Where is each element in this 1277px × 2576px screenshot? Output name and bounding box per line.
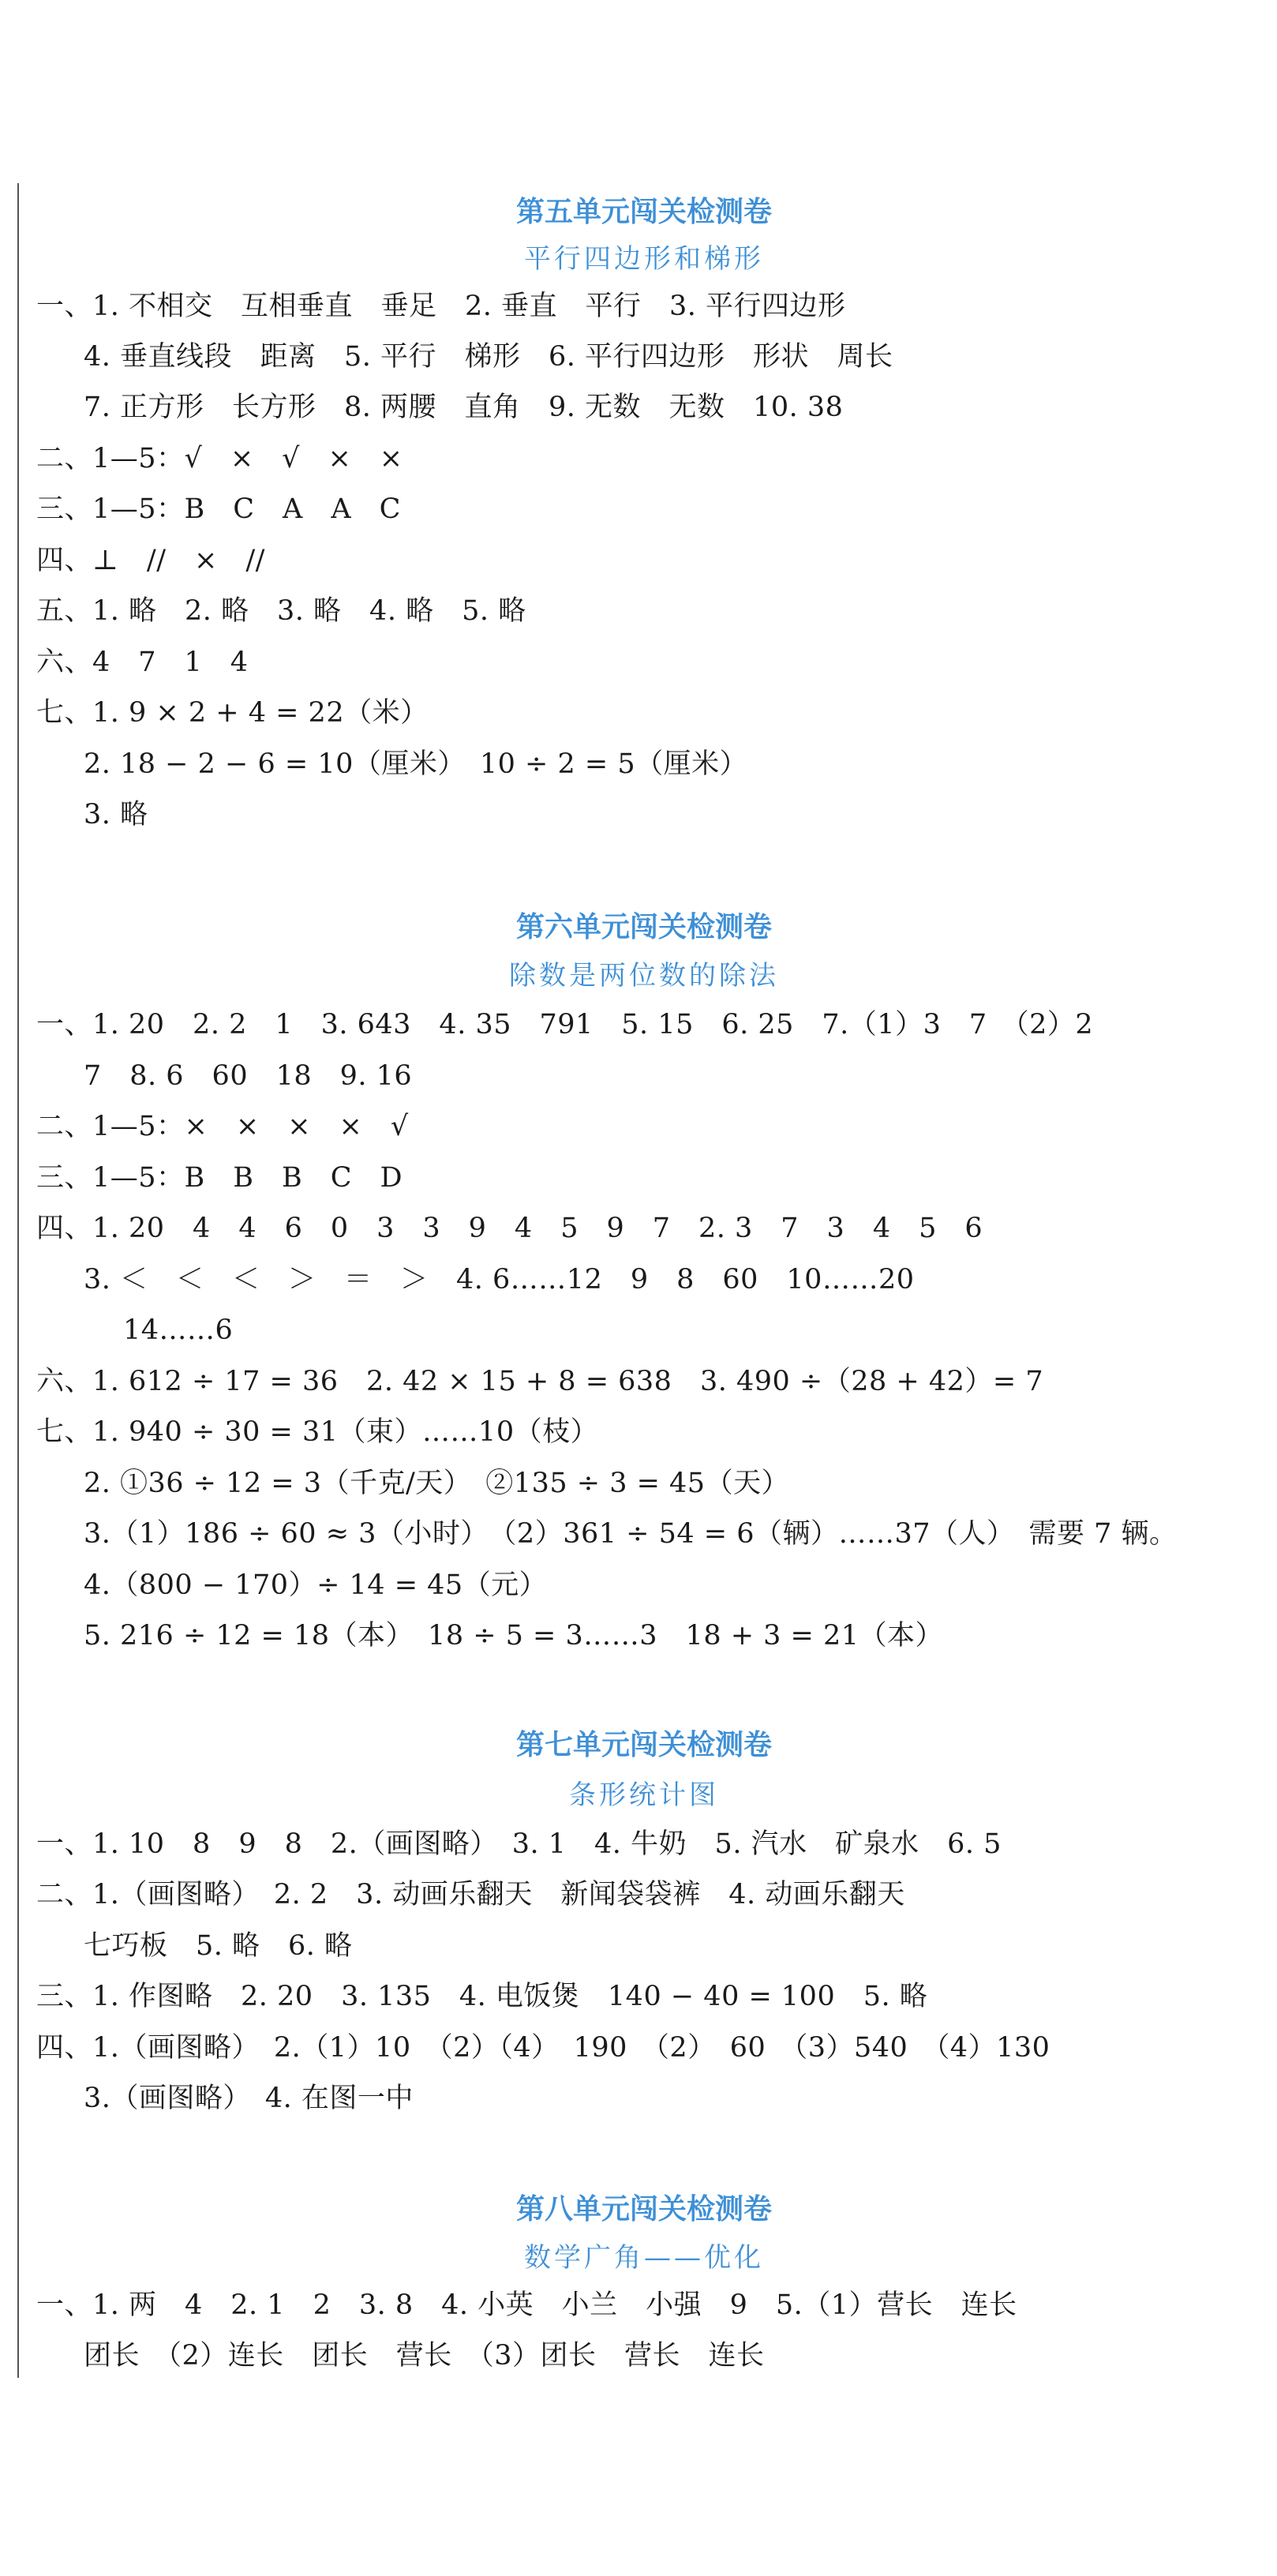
answer-line: 4.（800 − 170）÷ 14 = 45（元） [84,1569,548,1601]
answer-line: 3. 略 [84,799,148,831]
section-title: 第八单元闯关检测卷 [515,2193,772,2225]
answer-line: 二、1—5：× × × × √ [36,1111,409,1142]
answer-line: 六、1. 612 ÷ 17 = 36 2. 42 × 15 + 8 = 638 3. 490 ÷（28 + 42）= 7 [36,1366,1044,1397]
section-subtitle: 数学广角——优化 [524,2242,764,2274]
section-subtitle: 条形统计图 [569,1779,719,1811]
margin-rule [17,183,19,2378]
answer-line: 一、1. 20 2. 2 1 3. 643 4. 35 791 5. 15 6. 25 7.（1）3 7 （2）2 [36,1009,1094,1041]
section-subtitle: 平行四边形和梯形 [524,243,764,275]
answer-line: 7. 正方形 长方形 8. 两腰 直角 9. 无数 无数 10. 38 [84,392,844,423]
answer-line: 五、1. 略 2. 略 3. 略 4. 略 5. 略 [36,595,526,627]
section-subtitle: 除数是两位数的除法 [509,960,779,992]
answer-line: 3.（1）186 ÷ 60 ≈ 3（小时） （2）361 ÷ 54 = 6（辆）……37（人） 需要 7 辆。 [84,1518,1178,1550]
answer-line: 四、1.（画图略） 2.（1）10 （2）（4） 190 （2） 60 （3）540 （4）130 [36,2032,1050,2064]
answer-line: 四、1. 20 4 4 6 0 3 3 9 4 5 9 7 2. 3 7 3 4 5 6 [36,1213,983,1244]
answer-line: 2. 18 − 2 − 6 = 10（厘米） 10 ÷ 2 = 5（厘米） [84,748,748,780]
answer-line: 3. ＜ ＜ ＜ ＞ ＝ ＞ 4. 6……12 9 8 60 10……20 [84,1264,915,1295]
answer-line: 四、⊥ // × // [36,545,265,576]
answer-line: 5. 216 ÷ 12 = 18（本） 18 ÷ 5 = 3……3 18 + 3 = 21（本） [84,1620,944,1652]
answer-line: 七、1. 9 × 2 + 4 = 22（米） [36,697,429,729]
section-title: 第五单元闯关检测卷 [515,196,772,228]
answer-line: 团长 （2）连长 团长 营长 （3）团长 营长 连长 [84,2340,765,2372]
section-title: 第六单元闯关检测卷 [515,911,772,943]
answer-line: 六、4 7 1 4 [36,647,249,678]
answer-line: 3.（画图略） 4. 在图一中 [84,2083,414,2114]
answer-line: 一、1. 两 4 2. 1 2 3. 8 4. 小英 小兰 小强 9 5.（1）营长 连长 [36,2289,1017,2321]
answer-line: 三、1—5：B C A A C [36,493,401,525]
answer-line: 一、1. 不相交 互相垂直 垂足 2. 垂直 平行 3. 平行四边形 [36,291,846,322]
answer-line: 14……6 [123,1314,234,1346]
section-title: 第七单元闯关检测卷 [515,1729,772,1761]
answer-line: 二、1.（画图略） 2. 2 3. 动画乐翻天 新闻袋袋裤 4. 动画乐翻天 [36,1879,905,1910]
answer-line: 七巧板 5. 略 6. 略 [84,1930,353,1962]
answer-line: 2. ①36 ÷ 12 = 3（千克/天） ②135 ÷ 3 = 45（天） [84,1468,790,1499]
answer-line: 二、1—5：√ × √ × × [36,443,403,474]
answer-line: 七、1. 940 ÷ 30 = 31（束）……10（枝） [36,1416,599,1448]
answer-line: 4. 垂直线段 距离 5. 平行 梯形 6. 平行四边形 形状 周长 [84,341,893,373]
answer-line: 三、1. 作图略 2. 20 3. 135 4. 电饭煲 140 − 40 = 100 5. 略 [36,1981,928,2012]
answer-line: 三、1—5：B B B C D [36,1162,403,1194]
answer-line: 一、1. 10 8 9 8 2.（画图略） 3. 1 4. 牛奶 5. 汽水 矿泉水 6. 5 [36,1828,1002,1860]
answer-line: 7 8. 6 60 18 9. 16 [84,1060,413,1092]
